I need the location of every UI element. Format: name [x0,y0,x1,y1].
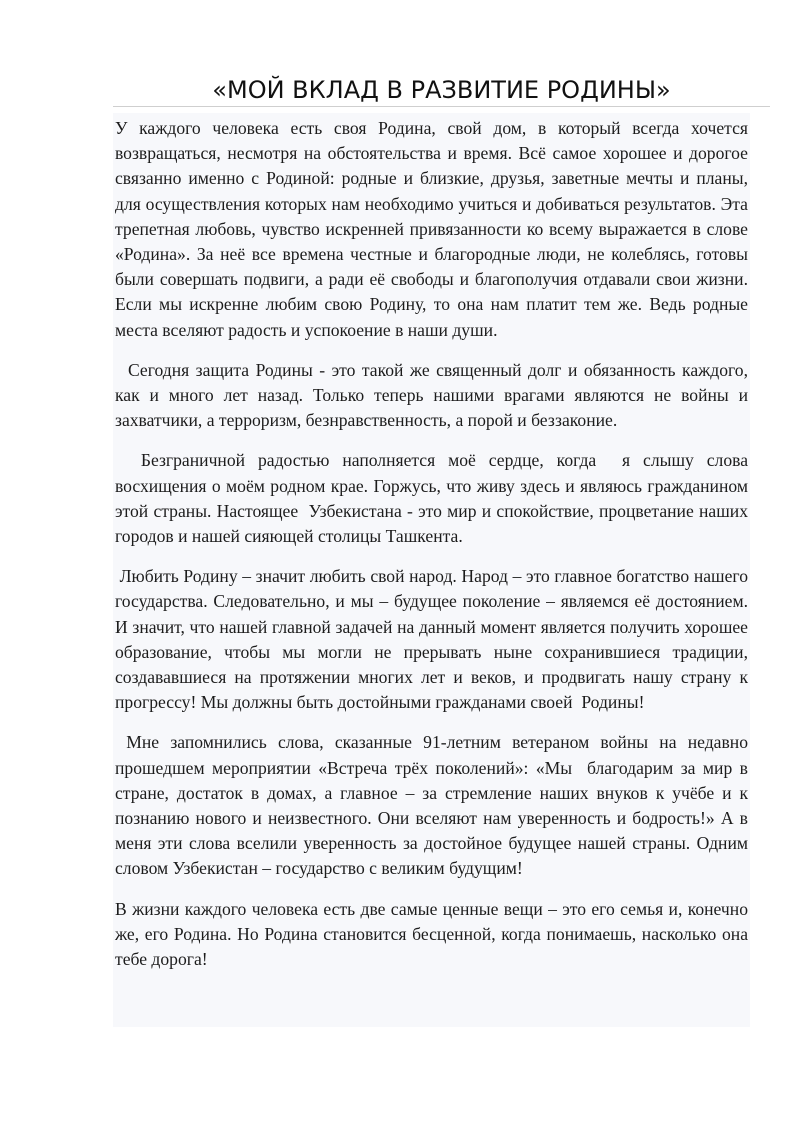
essay-body [113,113,753,1027]
paragraph-6: В жизни каждого человека есть две самые ценные вещи – это его семья и, конечно же, его Родина. Но Родина становится бесценной, когда понимаешь, насколько она тебе дорога! [115,898,748,970]
title-underline [113,106,770,107]
paragraph-3: Безграничной радостью наполняется моё сердце, когда я слышу слова восхищения о моём родном крае. Горжусь, что живу здесь и являюсь гражданином этой страны. Настоящее Узбекистана - это мир и спокойствие, процветание наших городов и нашей сияющей столицы Ташкента. [115,450,753,547]
document-title: «МОЙ ВКЛАД В РАЗВИТИЕ РОДИНЫ» [212,76,671,104]
paragraph-4: Любить Родину – значит любить свой народ. Народ – это главное богатство нашего государства. Следовательно, и мы – будущее поколение – являемся её достоянием. И значит, что нашей главной задачей на данный момент является получить хорошее образование, чтобы мы могли не прерывать ныне сохранившиеся традиции, создававшиеся на протяжении многих лет и веков, и продвигать нашу страну к прогрессу! Мы должны быть достойными гражданами своей Родины! [115,566,753,713]
paragraph-5: Мне запомнились слова, сказанные 91-летним ветераном войны на недавно прошедшем мероприятии «Встреча трёх поколений»: «Мы благодарим за мир в стране, достаток в домах, а главное – за стремление наших внуков к учёбе и к познанию нового и неизвестного. Они вселяют нам уверенность и бодрость!» А в меня эти слова вселили уверенность за достойное будущее нашей страны. Одним словом Узбекистан – государство с великим будущим! [115,732,753,879]
paragraph-2: Сегодня защита Родины - это такой же священный долг и обязанность каждого, как и много лет назад. Только теперь нашими врагами являются не войны и захватчики, а терроризм, безнравственность, а порой и беззаконие. [115,359,753,431]
paragraph-1: У каждого человека есть своя Родина, свой дом, в который всегда хочется возвращаться, несмотря на обстоятельства и время. Всё самое хорошее и дорогое связанно именно с Родиной: родные и близкие, друзья, заветные мечты и планы, для осуществления которых нам необходимо учиться и добиваться результатов. Эта трепетная любовь, чувство искренней привязанности ко всему выражается в слове «Родина». За неё все времена честные и благородные люди, не колеблясь, готовы были совершать подвиги, а ради её свободы и благополучия отдавали свои жизни. Если мы искренне любим свою Родину, то она нам платит тем же. Ведь родные места вселяют радость и успокоение в наши души. [115,118,748,340]
